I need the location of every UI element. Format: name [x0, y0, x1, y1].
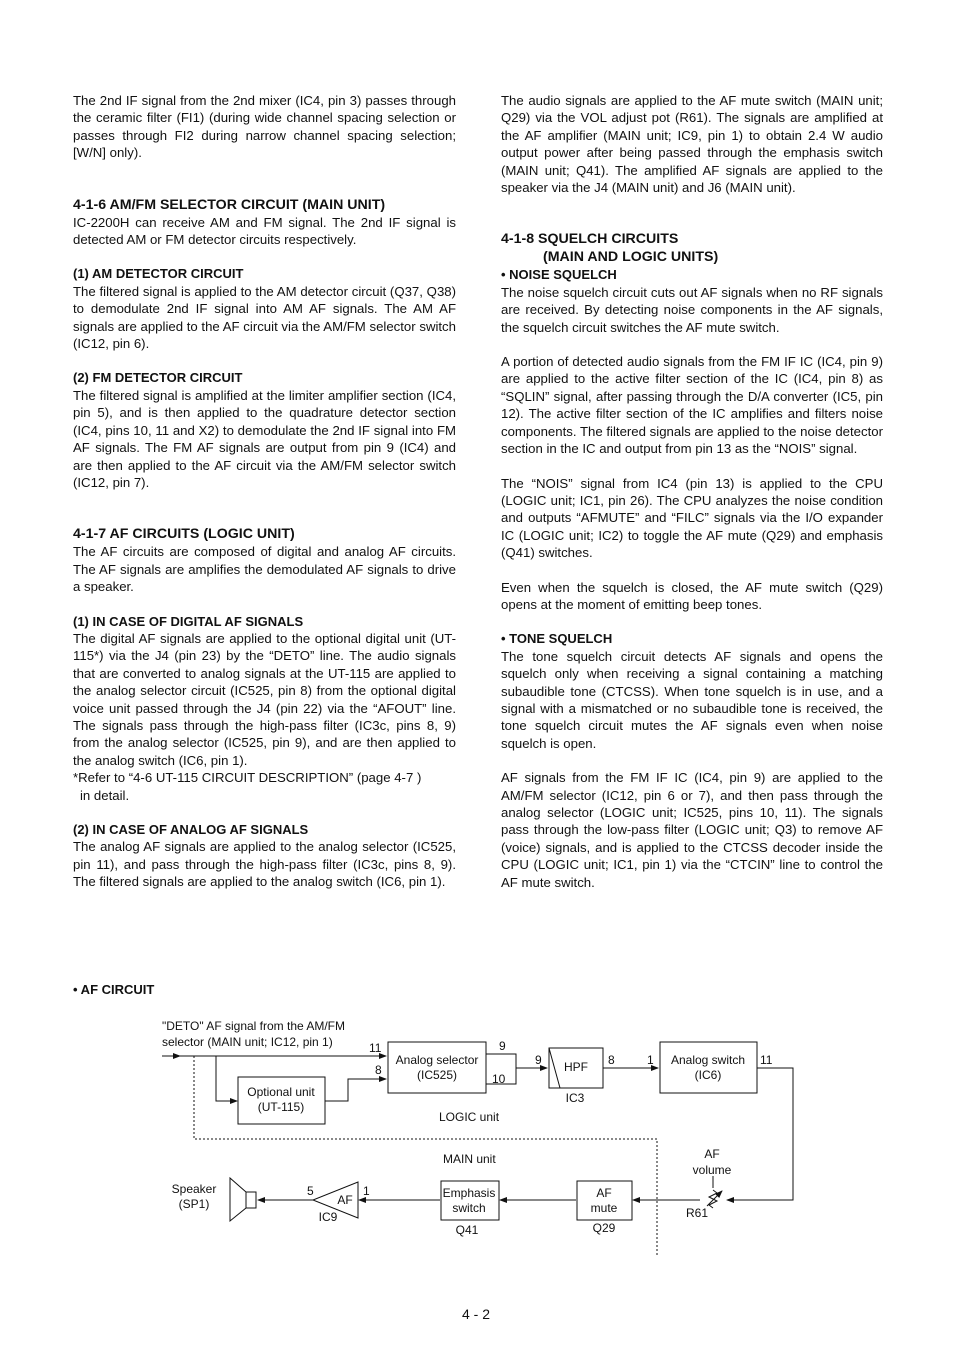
input-signal-label-1: "DETO" AF signal from the AM/FM	[162, 1019, 346, 1033]
emphasis-label-1: Emphasis	[442, 1186, 496, 1200]
pin-11-switch: 11	[760, 1053, 773, 1067]
hpf-ic-label: IC3	[565, 1091, 585, 1105]
digital-af-note-line2: in detail.	[80, 787, 130, 803]
q41-label: Q41	[455, 1223, 479, 1237]
af-volume-label-2: volume	[692, 1163, 732, 1177]
input-signal-label-2: selector (MAIN unit; IC12, pin 1)	[162, 1035, 333, 1049]
page-number: 4 - 2	[462, 1306, 491, 1322]
af-volume-resistor	[709, 1190, 717, 1208]
pin-8-selector: 8	[375, 1063, 382, 1077]
speaker-label-1: Speaker	[171, 1182, 217, 1196]
optional-unit-input-wire	[216, 1056, 237, 1101]
tone-squelch-p2: AF signals from the FM IF IC (IC4, pin 9) are applied to the AM/FM selector (IC12, pin 6 or 7), and then pass through the analog selector (LOGIC unit; IC525, pins 10, 11). The signals pass through the low-pass filter (LOGIC unit; Q3) to remove AF (voice) signals, and is applied to the CTCSS decoder inside the CPU (LOGIC unit; IC1, pin 1) via the “CTCIN” line to control the AF mute switch.	[501, 770, 883, 890]
analog-switch-label-2: (IC6)	[694, 1068, 722, 1082]
digital-af-note-line1: *Refer to “4-6 UT-115 CIRCUIT DESCRIPTION” (page 4-7 )	[73, 770, 422, 786]
af-mute-label-2: mute	[590, 1201, 618, 1215]
digital-af-body: The digital AF signals are applied to the optional digital unit (UT-115*) via the J4 (pin 23) by the “DETO” line. The audio signals that are converted to analog signals at the UT-115 are applied to the analog selector circuit (IC525, pin 8) from the optional digital voice unit passed through the J4 (pin 22) via the “AFOUT” line. The signals pass through the high-pass filter (IC3c, pins 8, 9) from the analog selector (IC525, pin 9), and are then applied to the analog switch (IC6, pin 1).	[73, 630, 456, 768]
audio-intro-paragraph: The audio signals are applied to the AF mute switch (MAIN unit; Q29) via the VOL adjust pot (R61). The signals are amplified at the AF amplifier (MAIN unit; IC9, pin 1) to obtain 2.4 W audio output power after being passed through the emphasis switch (MAIN unit; Q41). The amplified AF signals are applied to the speaker via the J4 (MAIN unit) and J6 (MAIN unit).	[501, 93, 883, 196]
am-detector-body: The filtered signal is applied to the AM detector circuit (Q37, Q38) to demodulate 2nd IF signal into AM AF signals. The AM AF signals are applied to the AF circuit via the AM/FM selector switch (IC12, pin 6).	[73, 283, 456, 352]
section-418-heading-line2: (MAIN AND LOGIC UNITS)	[543, 249, 719, 266]
speaker-label-2: (SP1)	[178, 1197, 210, 1211]
speaker-cone	[230, 1178, 246, 1221]
main-unit-label: MAIN unit	[443, 1152, 496, 1166]
analog-selector-label-2: (IC525)	[416, 1068, 458, 1082]
optional-unit-label-2: (UT-115)	[257, 1100, 305, 1114]
pin-5-amp: 5	[307, 1184, 314, 1198]
switch-to-volume-wire	[727, 1068, 793, 1200]
noise-squelch-p3: The “NOIS” signal from IC4 (pin 13) is applied to the CPU (LOGIC unit; IC1, pin 26). The CPU analyzes the noise condition and outputs “AFMUTE” and “FILC” signals via the I/O expander IC (LOGIC unit; IC2) to toggle the AF mute (Q29) and emphasis (Q41) switches.	[501, 475, 883, 561]
pin-8-hpf: 8	[608, 1053, 615, 1067]
noise-squelch-p1: The noise squelch circuit cuts out AF signals when no RF signals are received. By detecting noise components in the AF signals, the squelch circuit switches the AF mute switch.	[501, 284, 883, 335]
q29-label: Q29	[592, 1221, 616, 1235]
fm-detector-body: The filtered signal is amplified at the limiter amplifier section (IC4, pin 5), and is then applied to the quadrature detector section (IC4, pins 10, 11 and X2) to demodulate the 2nd IF signal into FM AF signals. The FM AF signals are output from pin 9 (IC4) and are then applied to the AF circuit via the AM/FM selector switch (IC12, pin 7).	[73, 387, 456, 490]
analog-af-body: The analog AF signals are applied to the analog selector (IC525, pin 11), and pass through the high-pass filter (IC3c, pins 8, 9). The filtered signals are applied to the analog switch (IC6, pin 1).	[73, 839, 456, 890]
section-418-heading-line1: 4-1-8 SQUELCH CIRCUITS	[501, 231, 679, 248]
noise-squelch-p4: Even when the squelch is closed, the AF mute switch (Q29) opens at the moment of emitting beep tones.	[501, 579, 883, 612]
hpf-slash	[549, 1048, 560, 1088]
pin-9-hpf: 9	[535, 1053, 542, 1067]
noise-squelch-heading: • NOISE SQUELCH	[501, 267, 617, 283]
af-mute-label-1: AF	[596, 1186, 612, 1200]
pin-1-amp: 1	[363, 1184, 370, 1198]
pin-11-selector: 11	[369, 1041, 382, 1055]
pin-9-selector: 9	[499, 1039, 506, 1053]
section-417-body: The AF circuits are composed of digital and analog AF circuits. The AF signals are amplifies the demodulated AF signals to drive a speaker.	[73, 544, 456, 595]
tone-squelch-p1: The tone squelch circuit detects AF signals and opens the squelch only when receiving a signal containing a matching subaudible tone (CTCSS). When tone squelch is in use, and a signal with a mismatched or no subaudible tone is received, the tone squelch circuit mutes the AF signals even when noise squelch is open.	[501, 648, 883, 751]
pin-10-selector: 10	[492, 1072, 506, 1086]
if-intro-paragraph: The 2nd IF signal from the 2nd mixer (IC4, pin 3) passes through the ceramic filter (FI1) (during wide channel spacing selection or passes through FI2 during narrow channel spacing selection; [W/N] only).	[73, 93, 456, 161]
tone-squelch-heading: • TONE SQUELCH	[501, 631, 613, 647]
noise-squelch-p2: A portion of detected audio signals from the FM IF IC (IC4, pin 9) are applied to the active filter section of the IC (IC4, pin 8) as “SQLIN” signal, after passing through the D/A converter (IC5, pin 12). The active filter section of the IC amplifies and filters noise components. The filtered signals are applied to the noise detector section in the IC and output from pin 13 as the “NOIS” signal.	[501, 354, 883, 457]
af-volume-label-1: AF	[704, 1147, 720, 1161]
r61-label: R61	[685, 1206, 709, 1220]
optional-unit-output-wire	[325, 1079, 386, 1101]
section-416-heading: 4-1-6 AM/FM SELECTOR CIRCUIT (MAIN UNIT)	[73, 196, 386, 213]
optional-unit-label-1: Optional unit	[247, 1085, 315, 1099]
analog-selector-label-1: Analog selector	[395, 1053, 479, 1067]
analog-af-heading: (2) IN CASE OF ANALOG AF SIGNALS	[73, 822, 309, 837]
speaker-magnet	[246, 1192, 256, 1208]
amp-label: AF	[337, 1193, 353, 1207]
am-detector-heading: (1) AM DETECTOR CIRCUIT	[73, 266, 244, 282]
fm-detector-heading: (2) FM DETECTOR CIRCUIT	[73, 370, 243, 386]
section-417-heading: 4-1-7 AF CIRCUITS (LOGIC UNIT)	[73, 526, 295, 543]
hpf-label: HPF	[564, 1060, 588, 1074]
digital-af-heading: (1) IN CASE OF DIGITAL AF SIGNALS	[73, 613, 304, 629]
af-volume-adjust-arrow	[707, 1191, 722, 1206]
analog-switch-label-1: Analog switch	[670, 1053, 746, 1067]
ic9-label: IC9	[318, 1210, 338, 1224]
af-circuit-title: • AF CIRCUIT	[73, 982, 155, 997]
logic-unit-label: LOGIC unit	[439, 1110, 500, 1124]
section-416-body: IC-2200H can receive AM and FM signal. The 2nd IF signal is detected AM or FM detector circuits respectively.	[73, 214, 456, 248]
pin-1-switch: 1	[647, 1053, 654, 1067]
emphasis-label-2: switch	[452, 1201, 486, 1215]
